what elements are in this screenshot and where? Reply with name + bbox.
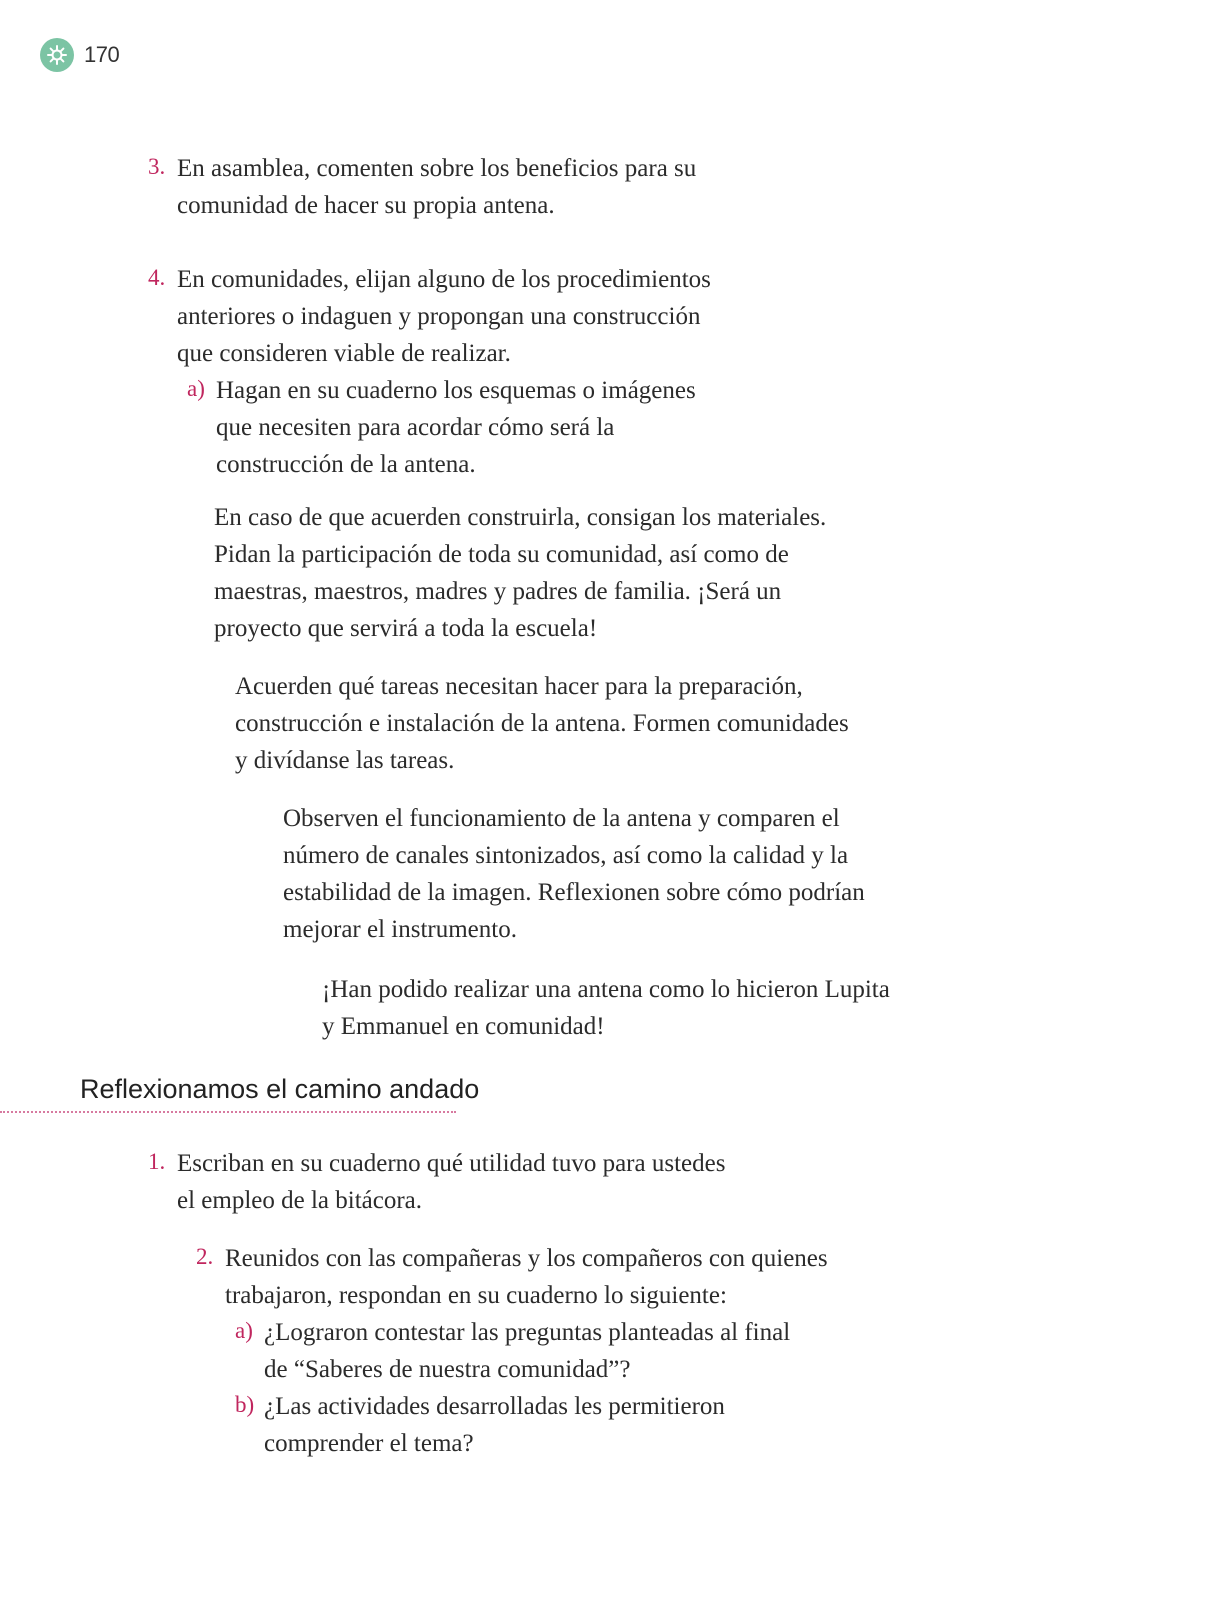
text-line: ¿Las actividades desarrolladas les permitieron: [264, 1393, 725, 1420]
paragraph-tasks: [235, 668, 849, 779]
text-line: proyecto que servirá a toda la escuela!: [214, 615, 598, 642]
text-line: trabajaron, respondan en su cuaderno lo siguiente:: [225, 1282, 727, 1309]
text-line: Observen el funcionamiento de la antena y comparen el: [283, 805, 840, 832]
item-number-3: 3.: [148, 154, 166, 179]
text-line: ¡Han podido realizar una antena como lo hicieron Lupita: [322, 976, 890, 1003]
text-line: el empleo de la bitácora.: [177, 1187, 423, 1214]
text-line: anteriores o indaguen y propongan una construcción: [177, 303, 701, 330]
reflect-item-2b-text: [264, 1388, 725, 1462]
text-line: comprender el tema?: [264, 1430, 474, 1457]
text-line: Reunidos con las compañeras y los compañeros con quienes: [225, 1245, 828, 1272]
page-number: 170: [84, 42, 120, 67]
reflect-item-1-text: [177, 1145, 725, 1219]
reflect-item-2a-text: [264, 1314, 790, 1388]
text-line: Escriban en su cuaderno qué utilidad tuvo para ustedes: [177, 1150, 726, 1177]
gear-sun-icon: [40, 38, 74, 72]
item-number-1: 1.: [148, 1149, 166, 1174]
paragraph-congrats: [322, 971, 890, 1045]
text-line: que consideren viable de realizar.: [177, 340, 511, 367]
item-4a-text: [216, 372, 696, 483]
text-line: número de canales sintonizados, así como la calidad y la: [283, 842, 849, 869]
text-line: que necesiten para acordar cómo será la: [216, 414, 615, 441]
paragraph-observe: [283, 800, 865, 948]
text-line: estabilidad de la imagen. Reflexionen sobre cómo podrían: [283, 879, 865, 906]
paragraph-materials: [214, 499, 826, 647]
text-line: En comunidades, elijan alguno de los procedimientos: [177, 266, 711, 293]
text-line: Acuerden qué tareas necesitan hacer para la preparación,: [235, 673, 803, 700]
text-line: Hagan en su cuaderno los esquemas o imágenes: [216, 377, 696, 404]
text-line: y Emmanuel en comunidad!: [322, 1013, 605, 1040]
sub-item-label-a: a): [187, 376, 205, 401]
text-line: mejorar el instrumento.: [283, 916, 517, 943]
text-line: y divídanse las tareas.: [235, 747, 455, 774]
item-number-2: 2.: [196, 1244, 214, 1269]
text-line: maestras, maestros, madres y padres de familia. ¡Será un: [214, 578, 782, 605]
text-line: En asamblea, comenten sobre los beneficios para su: [177, 155, 697, 182]
text-line: Pidan la participación de toda su comunidad, así como de: [214, 541, 789, 568]
text-line: comunidad de hacer su propia antena.: [177, 192, 555, 219]
text-line: construcción de la antena.: [216, 451, 476, 478]
text-line: En caso de que acuerden construirla, consigan los materiales.: [214, 504, 827, 531]
page-header: [40, 38, 119, 72]
text-line: de “Saberes de nuestra comunidad”?: [264, 1356, 631, 1383]
text-line: ¿Lograron contestar las preguntas planteadas al final: [264, 1319, 791, 1346]
sub-item-label-a: a): [235, 1318, 253, 1343]
sub-item-label-b: b): [235, 1392, 255, 1417]
item-number-4: 4.: [148, 265, 166, 290]
section-title: Reflexionamos el camino andado: [80, 1074, 480, 1104]
reflect-item-2-text: [225, 1240, 828, 1314]
item-4-text: [177, 261, 711, 372]
section-divider: [0, 1111, 456, 1113]
item-3-text: [177, 150, 696, 224]
text-line: construcción e instalación de la antena. Formen comunidades: [235, 710, 849, 737]
